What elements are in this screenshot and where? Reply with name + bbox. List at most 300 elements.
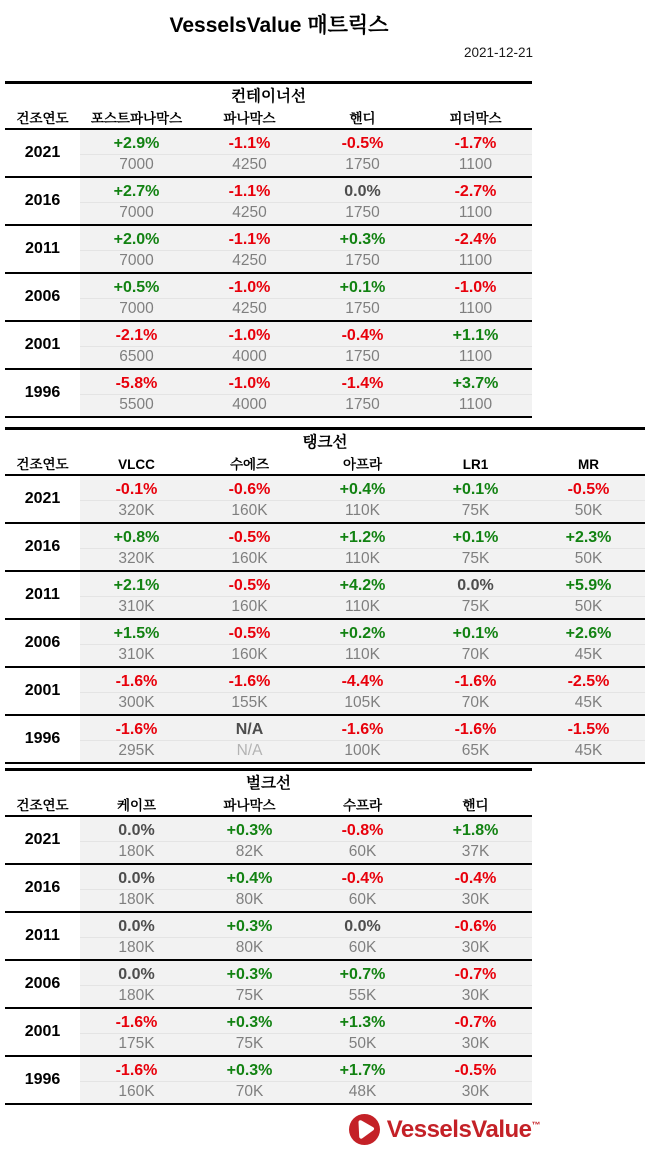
table-row (5, 274, 532, 322)
value: 50K (306, 1033, 419, 1055)
value: 1100 (419, 154, 532, 176)
tables (0, 81, 650, 1105)
table-row (5, 865, 532, 913)
value: 320K (80, 500, 193, 522)
build-year-header: 건조연도 (16, 111, 69, 126)
pct-change: N/A (235, 721, 264, 738)
table-row (5, 620, 645, 668)
value: 50K (532, 548, 645, 570)
value: 310K (80, 596, 193, 618)
table-title: 탱크선 (302, 434, 348, 451)
pct-change: +0.5% (113, 279, 160, 296)
value: 30K (419, 985, 532, 1007)
value: 45K (532, 692, 645, 714)
matrix-cell (532, 476, 645, 522)
year-label: 2021 (5, 817, 80, 863)
value: 60K (306, 889, 419, 911)
pct-change: +4.2% (339, 577, 386, 594)
year-label: 2001 (5, 1009, 80, 1055)
matrix-cell (193, 716, 306, 762)
table-bulker (5, 768, 532, 1105)
year-label: 1996 (5, 1057, 80, 1103)
matrix-cell (193, 913, 306, 959)
year-label: 2011 (5, 572, 80, 618)
pct-change: +1.5% (113, 625, 160, 642)
pct-change: 0.0% (118, 966, 155, 983)
value: 1100 (419, 394, 532, 416)
value: 1100 (419, 298, 532, 320)
column-header: 아프라 (342, 457, 383, 472)
pct-change: 0.0% (118, 870, 155, 887)
matrix-cell (419, 370, 532, 416)
year-label: 2016 (5, 524, 80, 570)
build-year-header: 건조연도 (16, 798, 69, 813)
matrix-cell (306, 1009, 419, 1055)
year-label: 2011 (5, 226, 80, 272)
value: 30K (419, 1081, 532, 1103)
matrix-cell (80, 524, 193, 570)
page-title: VesselsValue 매트릭스 (169, 14, 389, 37)
value: 4250 (193, 250, 306, 272)
table-row (5, 226, 532, 274)
pct-change: -0.5% (567, 481, 610, 498)
value: 45K (532, 740, 645, 762)
matrix-cell (80, 370, 193, 416)
matrix-cell (306, 668, 419, 714)
pct-change: -1.1% (228, 231, 271, 248)
pct-change: +0.3% (226, 918, 273, 935)
pct-change: +2.3% (565, 529, 612, 546)
value: 110K (306, 644, 419, 666)
pct-change: +0.1% (452, 481, 499, 498)
matrix-cell (532, 572, 645, 618)
matrix-cell (419, 865, 532, 911)
pct-change: +0.1% (452, 625, 499, 642)
year-label: 2006 (5, 274, 80, 320)
matrix-cell (193, 668, 306, 714)
pct-change: -0.1% (115, 481, 158, 498)
matrix-cell (419, 130, 532, 176)
value: 4000 (193, 394, 306, 416)
value: 110K (306, 596, 419, 618)
table-row (5, 1057, 532, 1105)
column-header: 포스트파나막스 (90, 111, 183, 126)
matrix-cell (80, 130, 193, 176)
matrix-cell (532, 620, 645, 666)
value: 65K (419, 740, 532, 762)
pct-change: -0.7% (454, 966, 497, 983)
pct-change: -1.1% (228, 135, 271, 152)
pct-change: 0.0% (457, 577, 494, 594)
value: 7000 (80, 154, 193, 176)
year-label: 2001 (5, 322, 80, 368)
year-label: 1996 (5, 370, 80, 416)
value: 160K (193, 596, 306, 618)
column-header: 핸디 (462, 798, 489, 813)
year-label: 2016 (5, 178, 80, 224)
pct-change: -1.0% (228, 327, 271, 344)
table-row (5, 370, 532, 418)
pct-change: -2.4% (454, 231, 497, 248)
pct-change: -1.6% (228, 673, 271, 690)
pct-change: -0.4% (454, 870, 497, 887)
pct-change: +0.4% (339, 481, 386, 498)
pct-change: +1.8% (452, 822, 499, 839)
year-label: 2006 (5, 620, 80, 666)
value: 60K (306, 937, 419, 959)
pct-change: -1.0% (228, 375, 271, 392)
table-row (5, 178, 532, 226)
pct-change: -2.7% (454, 183, 497, 200)
matrix-cell (306, 961, 419, 1007)
matrix-cell (193, 226, 306, 272)
value: N/A (193, 740, 306, 762)
pct-change: +0.3% (226, 966, 273, 983)
matrix-cell (80, 274, 193, 320)
column-header: 파나막스 (223, 111, 276, 126)
pct-change: -0.5% (228, 529, 271, 546)
value: 160K (80, 1081, 193, 1103)
matrix-cell (419, 668, 532, 714)
value: 50K (532, 500, 645, 522)
value: 7000 (80, 250, 193, 272)
matrix-cell (193, 274, 306, 320)
matrix-cell (193, 817, 306, 863)
value: 180K (80, 937, 193, 959)
pct-change: 0.0% (118, 822, 155, 839)
value: 1750 (306, 394, 419, 416)
year-label: 2006 (5, 961, 80, 1007)
value: 80K (193, 889, 306, 911)
pct-change: 0.0% (118, 918, 155, 935)
table-container (5, 81, 532, 418)
pct-change: +2.7% (113, 183, 160, 200)
pct-change: -1.0% (228, 279, 271, 296)
pct-change: +1.1% (452, 327, 499, 344)
pct-change: +0.1% (452, 529, 499, 546)
column-header: 파나막스 (223, 798, 276, 813)
matrix-cell (306, 620, 419, 666)
table-row (5, 716, 645, 764)
value: 45K (532, 644, 645, 666)
matrix-cell (193, 620, 306, 666)
value: 48K (306, 1081, 419, 1103)
value: 50K (532, 596, 645, 618)
matrix-cell (80, 1009, 193, 1055)
table-row (5, 572, 645, 620)
value: 160K (193, 644, 306, 666)
matrix-cell (306, 274, 419, 320)
value: 180K (80, 985, 193, 1007)
report-date: 2021-12-21 (463, 45, 533, 60)
value: 1100 (419, 202, 532, 224)
pct-change: -1.0% (454, 279, 497, 296)
matrix-cell (80, 620, 193, 666)
pct-change: -2.1% (115, 327, 158, 344)
column-header: VLCC (118, 457, 155, 472)
pct-change: +0.3% (226, 1014, 273, 1031)
value: 300K (80, 692, 193, 714)
matrix-cell (419, 1009, 532, 1055)
matrix-cell (193, 370, 306, 416)
matrix-cell (419, 620, 532, 666)
value: 30K (419, 1033, 532, 1055)
matrix-cell (193, 961, 306, 1007)
value: 4250 (193, 202, 306, 224)
pct-change: -0.4% (341, 327, 384, 344)
pct-change: -0.5% (228, 625, 271, 642)
matrix-cell (306, 524, 419, 570)
value: 4000 (193, 346, 306, 368)
matrix-cell (193, 1009, 306, 1055)
table-row (5, 668, 645, 716)
table-header-row (5, 454, 645, 476)
year-label: 2021 (5, 130, 80, 176)
value: 70K (193, 1081, 306, 1103)
value: 1750 (306, 154, 419, 176)
matrix-cell (419, 524, 532, 570)
value: 1750 (306, 298, 419, 320)
matrix-cell (193, 1057, 306, 1103)
matrix-cell (419, 178, 532, 224)
matrix-cell (306, 1057, 419, 1103)
matrix-cell (419, 226, 532, 272)
value: 4250 (193, 154, 306, 176)
pct-change: -2.5% (567, 673, 610, 690)
table-header-row (5, 108, 532, 130)
matrix-cell (306, 178, 419, 224)
vesselsvalue-logo (0, 1114, 540, 1145)
table-row (5, 130, 532, 178)
pct-change: +2.6% (565, 625, 612, 642)
matrix-cell (193, 476, 306, 522)
pct-change: +0.4% (226, 870, 273, 887)
pct-change: -0.6% (228, 481, 271, 498)
column-header: 수프라 (342, 798, 383, 813)
matrix-cell (80, 961, 193, 1007)
matrix-cell (419, 274, 532, 320)
table-row (5, 1009, 532, 1057)
value: 320K (80, 548, 193, 570)
matrix-cell (419, 572, 532, 618)
value: 82K (193, 841, 306, 863)
matrix-cell (532, 524, 645, 570)
pct-change: +0.3% (226, 1062, 273, 1079)
matrix-cell (80, 865, 193, 911)
year-label: 1996 (5, 716, 80, 762)
column-header: LR1 (462, 457, 489, 472)
table-row (5, 913, 532, 961)
year-label: 2021 (5, 476, 80, 522)
matrix-cell (193, 130, 306, 176)
value: 80K (193, 937, 306, 959)
value: 37K (419, 841, 532, 863)
pct-change: +0.1% (339, 279, 386, 296)
matrix-cell (532, 668, 645, 714)
value: 6500 (80, 346, 193, 368)
value: 75K (193, 985, 306, 1007)
value: 75K (419, 596, 532, 618)
table-tanker (5, 427, 645, 764)
matrix-cell (80, 572, 193, 618)
column-header: 케이프 (116, 798, 157, 813)
pct-change: -0.5% (454, 1062, 497, 1079)
pct-change: +1.7% (339, 1062, 386, 1079)
matrix-cell (306, 130, 419, 176)
pct-change: +2.1% (113, 577, 160, 594)
table-row (5, 476, 645, 524)
matrix-cell (80, 817, 193, 863)
value: 175K (80, 1033, 193, 1055)
table-row (5, 961, 532, 1009)
table-header-row (5, 795, 532, 817)
table-title: 벌크선 (246, 775, 291, 792)
value: 30K (419, 889, 532, 911)
pct-change: -1.6% (454, 673, 497, 690)
year-label: 2011 (5, 913, 80, 959)
matrix-cell (306, 716, 419, 762)
matrix-cell (80, 322, 193, 368)
matrix-cell (80, 668, 193, 714)
value: 55K (306, 985, 419, 1007)
matrix-cell (193, 322, 306, 368)
table-row (5, 524, 645, 572)
table-row (5, 322, 532, 370)
matrix-cell (419, 716, 532, 762)
table-row (5, 817, 532, 865)
pct-change: -1.6% (115, 721, 158, 738)
pct-change: -1.7% (454, 135, 497, 152)
matrix-cell (306, 913, 419, 959)
pct-change: 0.0% (344, 183, 381, 200)
matrix-cell (80, 913, 193, 959)
vesselsvalue-logo-icon (349, 1114, 380, 1145)
pct-change: -0.4% (341, 870, 384, 887)
pct-change: +0.3% (339, 231, 386, 248)
pct-change: -1.6% (341, 721, 384, 738)
matrix-cell (306, 226, 419, 272)
value: 70K (419, 644, 532, 666)
value: 1100 (419, 250, 532, 272)
value: 1750 (306, 346, 419, 368)
build-year-header: 건조연도 (16, 457, 69, 472)
pct-change: +2.9% (113, 135, 160, 152)
pct-change: +1.3% (339, 1014, 386, 1031)
pct-change: +1.2% (339, 529, 386, 546)
pct-change: -0.7% (454, 1014, 497, 1031)
matrix-cell (80, 226, 193, 272)
year-label: 2001 (5, 668, 80, 714)
logo-text: VesselsValue™ (386, 1115, 540, 1143)
value: 1750 (306, 202, 419, 224)
value: 75K (193, 1033, 306, 1055)
pct-change: -1.5% (567, 721, 610, 738)
value: 100K (306, 740, 419, 762)
pct-change: -1.6% (115, 1014, 158, 1031)
value: 75K (419, 500, 532, 522)
logo-trademark: ™ (531, 1119, 540, 1130)
table-title: 컨테이너선 (231, 88, 306, 105)
column-header: 수에즈 (229, 457, 270, 472)
pct-change: +2.0% (113, 231, 160, 248)
pct-change: -0.5% (228, 577, 271, 594)
matrix-cell (306, 865, 419, 911)
matrix-cell (80, 716, 193, 762)
report-header (0, 0, 558, 39)
value: 7000 (80, 298, 193, 320)
value: 110K (306, 500, 419, 522)
value: 75K (419, 548, 532, 570)
value: 110K (306, 548, 419, 570)
value: 30K (419, 937, 532, 959)
value: 4250 (193, 298, 306, 320)
value: 310K (80, 644, 193, 666)
matrix-cell (419, 961, 532, 1007)
matrix-cell (419, 476, 532, 522)
pct-change: +3.7% (452, 375, 499, 392)
matrix-cell (193, 178, 306, 224)
pct-change: +0.8% (113, 529, 160, 546)
value: 5500 (80, 394, 193, 416)
pct-change: +0.7% (339, 966, 386, 983)
column-header: MR (578, 457, 599, 472)
matrix-cell (80, 476, 193, 522)
matrix-cell (532, 716, 645, 762)
value: 160K (193, 500, 306, 522)
pct-change: -1.6% (115, 1062, 158, 1079)
value: 60K (306, 841, 419, 863)
value: 180K (80, 841, 193, 863)
matrix-cell (193, 524, 306, 570)
matrix-cell (419, 322, 532, 368)
pct-change: -1.4% (341, 375, 384, 392)
matrix-cell (306, 322, 419, 368)
pct-change: -0.6% (454, 918, 497, 935)
pct-change: -1.1% (228, 183, 271, 200)
matrix-cell (306, 817, 419, 863)
matrix-cell (306, 572, 419, 618)
matrix-cell (306, 370, 419, 416)
matrix-cell (419, 817, 532, 863)
matrix-cell (193, 572, 306, 618)
pct-change: -5.8% (115, 375, 158, 392)
pct-change: -1.6% (115, 673, 158, 690)
matrix-cell (80, 1057, 193, 1103)
column-header: 핸디 (349, 111, 376, 126)
value: 7000 (80, 202, 193, 224)
value: 160K (193, 548, 306, 570)
value: 155K (193, 692, 306, 714)
pct-change: -0.8% (341, 822, 384, 839)
year-label: 2016 (5, 865, 80, 911)
pct-change: 0.0% (344, 918, 381, 935)
matrix-cell (419, 913, 532, 959)
matrix-cell (419, 1057, 532, 1103)
pct-change: +0.3% (226, 822, 273, 839)
pct-change: +0.2% (339, 625, 386, 642)
pct-change: -0.5% (341, 135, 384, 152)
value: 1750 (306, 250, 419, 272)
pct-change: -4.4% (341, 673, 384, 690)
value: 70K (419, 692, 532, 714)
value: 295K (80, 740, 193, 762)
matrix-cell (193, 865, 306, 911)
column-header: 피더막스 (449, 111, 502, 126)
pct-change: +5.9% (565, 577, 612, 594)
pct-change: -1.6% (454, 721, 497, 738)
value: 105K (306, 692, 419, 714)
matrix-cell (306, 476, 419, 522)
